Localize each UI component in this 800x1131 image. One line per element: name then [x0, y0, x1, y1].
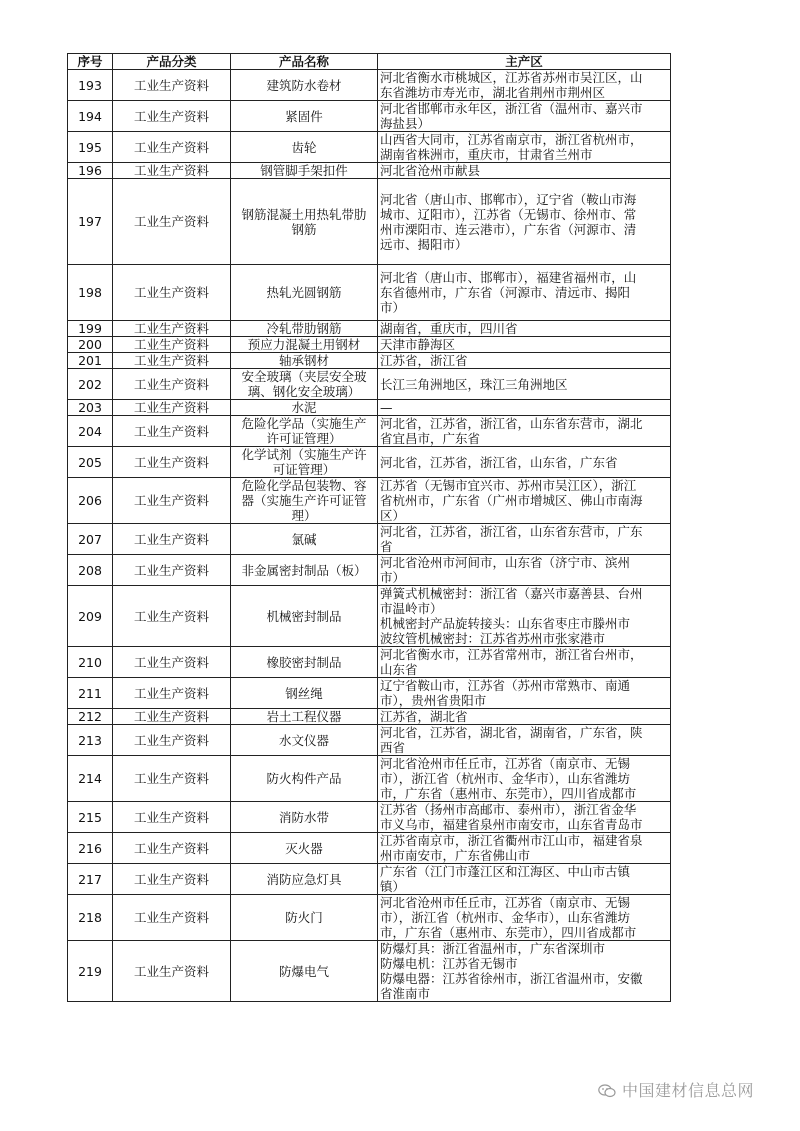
table-row	[68, 864, 671, 895]
row-area: 河北省沧州市任丘市，江苏省（南京市、无锡 市），浙江省（杭州市、金华市），山东省潍坊 市，广东省（惠州市、东莞市），四川省成都市	[378, 895, 671, 941]
row-area: 河北省沧州市河间市，山东省（济宁市、滨州 市）	[378, 555, 671, 586]
row-category: 工业生产资料	[113, 895, 231, 941]
row-area: 河北省邯郸市永年区，浙江省（温州市、嘉兴市 海盐县）	[378, 101, 671, 132]
row-no: 199	[68, 321, 113, 337]
row-area: 山西省大同市，江苏省南京市，浙江省杭州市， 湖南省株洲市，重庆市，甘肃省兰州市	[378, 132, 671, 163]
row-name: 钢丝绳	[231, 678, 378, 709]
row-category: 工业生产资料	[113, 941, 231, 1002]
row-name: 热轧光圆钢筋	[231, 265, 378, 321]
row-name: 轴承钢材	[231, 353, 378, 369]
row-category: 工业生产资料	[113, 353, 231, 369]
row-area: 河北省（唐山市、邯郸市），福建省福州市，山 东省德州市，广东省（河源市、清远市、揭阳 市）	[378, 265, 671, 321]
table-row	[68, 265, 671, 321]
row-name: 机械密封制品	[231, 586, 378, 647]
row-category: 工业生产资料	[113, 864, 231, 895]
table-row	[68, 709, 671, 725]
row-category: 工业生产资料	[113, 524, 231, 555]
row-category: 工业生产资料	[113, 678, 231, 709]
table-row	[68, 833, 671, 864]
row-area: 弹簧式机械密封：浙江省（嘉兴市嘉善县、台州 市温岭市） 机械密封产品旋转接头：山东省枣庄市滕州市 波纹管机械密封：江苏省苏州市张家港市	[378, 586, 671, 647]
row-category: 工业生产资料	[113, 555, 231, 586]
row-area: 湖南省，重庆市，四川省	[378, 321, 671, 337]
row-no: 198	[68, 265, 113, 321]
row-category: 工业生产资料	[113, 179, 231, 265]
table-row	[68, 756, 671, 802]
header-name: 产品名称	[231, 54, 378, 70]
row-category: 工业生产资料	[113, 265, 231, 321]
row-name: 冷轧带肋钢筋	[231, 321, 378, 337]
row-category: 工业生产资料	[113, 802, 231, 833]
product-table	[67, 53, 671, 1002]
table-row	[68, 447, 671, 478]
row-name: 消防应急灯具	[231, 864, 378, 895]
table-row	[68, 802, 671, 833]
row-category: 工业生产资料	[113, 586, 231, 647]
table-row	[68, 70, 671, 101]
row-category: 工业生产资料	[113, 447, 231, 478]
row-no: 214	[68, 756, 113, 802]
row-category: 工业生产资料	[113, 163, 231, 179]
row-category: 工业生产资料	[113, 756, 231, 802]
row-no: 195	[68, 132, 113, 163]
row-name: 危险化学品（实施生产 许可证管理）	[231, 416, 378, 447]
row-no: 205	[68, 447, 113, 478]
row-name: 安全玻璃（夹层安全玻 璃、钢化安全玻璃）	[231, 369, 378, 400]
row-no: 194	[68, 101, 113, 132]
row-no: 210	[68, 647, 113, 678]
table-row	[68, 941, 671, 1002]
watermark	[598, 1078, 754, 1101]
row-category: 工业生产资料	[113, 369, 231, 400]
row-no: 207	[68, 524, 113, 555]
row-name: 水文仪器	[231, 725, 378, 756]
row-no: 201	[68, 353, 113, 369]
table-row	[68, 586, 671, 647]
table-header-row	[68, 54, 671, 70]
row-name: 非金属密封制品（板）	[231, 555, 378, 586]
row-area: 河北省沧州市任丘市，江苏省（南京市、无锡 市），浙江省（杭州市、金华市），山东省潍坊 市，广东省（惠州市、东莞市），四川省成都市	[378, 756, 671, 802]
row-no: 196	[68, 163, 113, 179]
row-no: 204	[68, 416, 113, 447]
row-category: 工业生产资料	[113, 647, 231, 678]
table-body	[68, 70, 671, 1002]
row-name: 氯碱	[231, 524, 378, 555]
table-row	[68, 555, 671, 586]
row-name: 橡胶密封制品	[231, 647, 378, 678]
row-area: —	[378, 400, 671, 416]
row-area: 河北省，江苏省，浙江省，山东省，广东省	[378, 447, 671, 478]
row-area: 河北省衡水市桃城区，江苏省苏州市吴江区，山 东省潍坊市寿光市，湖北省荆州市荆州区	[378, 70, 671, 101]
row-area: 辽宁省鞍山市，江苏省（苏州市常熟市、南通 市），贵州省贵阳市	[378, 678, 671, 709]
table-row	[68, 678, 671, 709]
row-no: 217	[68, 864, 113, 895]
row-no: 200	[68, 337, 113, 353]
table-row	[68, 647, 671, 678]
table-row	[68, 725, 671, 756]
row-name: 化学试剂（实施生产许 可证管理）	[231, 447, 378, 478]
table-row	[68, 478, 671, 524]
watermark-text: 中国建材信息总网	[622, 1081, 755, 1100]
row-area: 河北省，江苏省，湖北省，湖南省，广东省，陕 西省	[378, 725, 671, 756]
table-row	[68, 101, 671, 132]
row-category: 工业生产资料	[113, 132, 231, 163]
row-no: 211	[68, 678, 113, 709]
row-area: 河北省，江苏省，浙江省，山东省东营市，广东 省	[378, 524, 671, 555]
table-row	[68, 524, 671, 555]
row-area: 江苏省（扬州市高邮市、泰州市），浙江省金华 市义乌市，福建省泉州市南安市，山东省青岛市	[378, 802, 671, 833]
row-area: 广东省（江门市蓬江区和江海区、中山市古镇 镇）	[378, 864, 671, 895]
row-area: 长江三角洲地区，珠江三角洲地区	[378, 369, 671, 400]
row-category: 工业生产资料	[113, 833, 231, 864]
row-name: 岩土工程仪器	[231, 709, 378, 725]
row-name: 钢管脚手架扣件	[231, 163, 378, 179]
row-name: 危险化学品包装物、容 器（实施生产许可证管 理）	[231, 478, 378, 524]
table-row	[68, 353, 671, 369]
row-no: 212	[68, 709, 113, 725]
row-category: 工业生产资料	[113, 709, 231, 725]
table-row	[68, 895, 671, 941]
row-category: 工业生产资料	[113, 478, 231, 524]
table-row	[68, 163, 671, 179]
row-name: 防火构件产品	[231, 756, 378, 802]
row-no: 202	[68, 369, 113, 400]
row-category: 工业生产资料	[113, 70, 231, 101]
header-no: 序号	[68, 54, 113, 70]
header-area: 主产区	[378, 54, 671, 70]
row-no: 215	[68, 802, 113, 833]
row-area: 防爆灯具：浙江省温州市，广东省深圳市 防爆电机：江苏省无锡市 防爆电器：江苏省徐州市，浙江省温州市，安徽 省淮南市	[378, 941, 671, 1002]
row-area: 河北省沧州市献县	[378, 163, 671, 179]
table-row	[68, 369, 671, 400]
row-category: 工业生产资料	[113, 725, 231, 756]
row-name: 防火门	[231, 895, 378, 941]
table-row	[68, 132, 671, 163]
row-name: 紧固件	[231, 101, 378, 132]
row-category: 工业生产资料	[113, 321, 231, 337]
row-name: 水泥	[231, 400, 378, 416]
header-category: 产品分类	[113, 54, 231, 70]
table-row	[68, 416, 671, 447]
row-category: 工业生产资料	[113, 400, 231, 416]
row-no: 208	[68, 555, 113, 586]
row-name: 齿轮	[231, 132, 378, 163]
row-name: 灭火器	[231, 833, 378, 864]
row-area: 江苏省，湖北省	[378, 709, 671, 725]
table-row	[68, 400, 671, 416]
row-name: 消防水带	[231, 802, 378, 833]
wechat-icon	[598, 1083, 616, 1097]
row-area: 河北省（唐山市、邯郸市），辽宁省（鞍山市海 城市、辽阳市），江苏省（无锡市、徐州市、常 州市溧阳市、连云港市），广东省（河源市、清 远市、揭阳市）	[378, 179, 671, 265]
row-category: 工业生产资料	[113, 101, 231, 132]
row-area: 江苏省（无锡市宜兴市、苏州市吴江区），浙江 省杭州市，广东省（广州市增城区、佛山市南海 区）	[378, 478, 671, 524]
row-area: 江苏省南京市，浙江省衢州市江山市，福建省泉 州市南安市，广东省佛山市	[378, 833, 671, 864]
table-row	[68, 321, 671, 337]
row-name: 建筑防水卷材	[231, 70, 378, 101]
row-name: 预应力混凝土用钢材	[231, 337, 378, 353]
row-name: 防爆电气	[231, 941, 378, 1002]
table-row	[68, 179, 671, 265]
row-no: 219	[68, 941, 113, 1002]
row-no: 206	[68, 478, 113, 524]
row-no: 216	[68, 833, 113, 864]
row-no: 193	[68, 70, 113, 101]
row-no: 213	[68, 725, 113, 756]
row-area: 河北省衡水市，江苏省常州市，浙江省台州市， 山东省	[378, 647, 671, 678]
row-area: 江苏省，浙江省	[378, 353, 671, 369]
row-no: 203	[68, 400, 113, 416]
table-row	[68, 337, 671, 353]
row-area: 天津市静海区	[378, 337, 671, 353]
row-category: 工业生产资料	[113, 337, 231, 353]
row-name: 钢筋混凝土用热轧带肋 钢筋	[231, 179, 378, 265]
row-area: 河北省，江苏省，浙江省，山东省东营市，湖北 省宜昌市，广东省	[378, 416, 671, 447]
row-category: 工业生产资料	[113, 416, 231, 447]
row-no: 218	[68, 895, 113, 941]
row-no: 209	[68, 586, 113, 647]
row-no: 197	[68, 179, 113, 265]
